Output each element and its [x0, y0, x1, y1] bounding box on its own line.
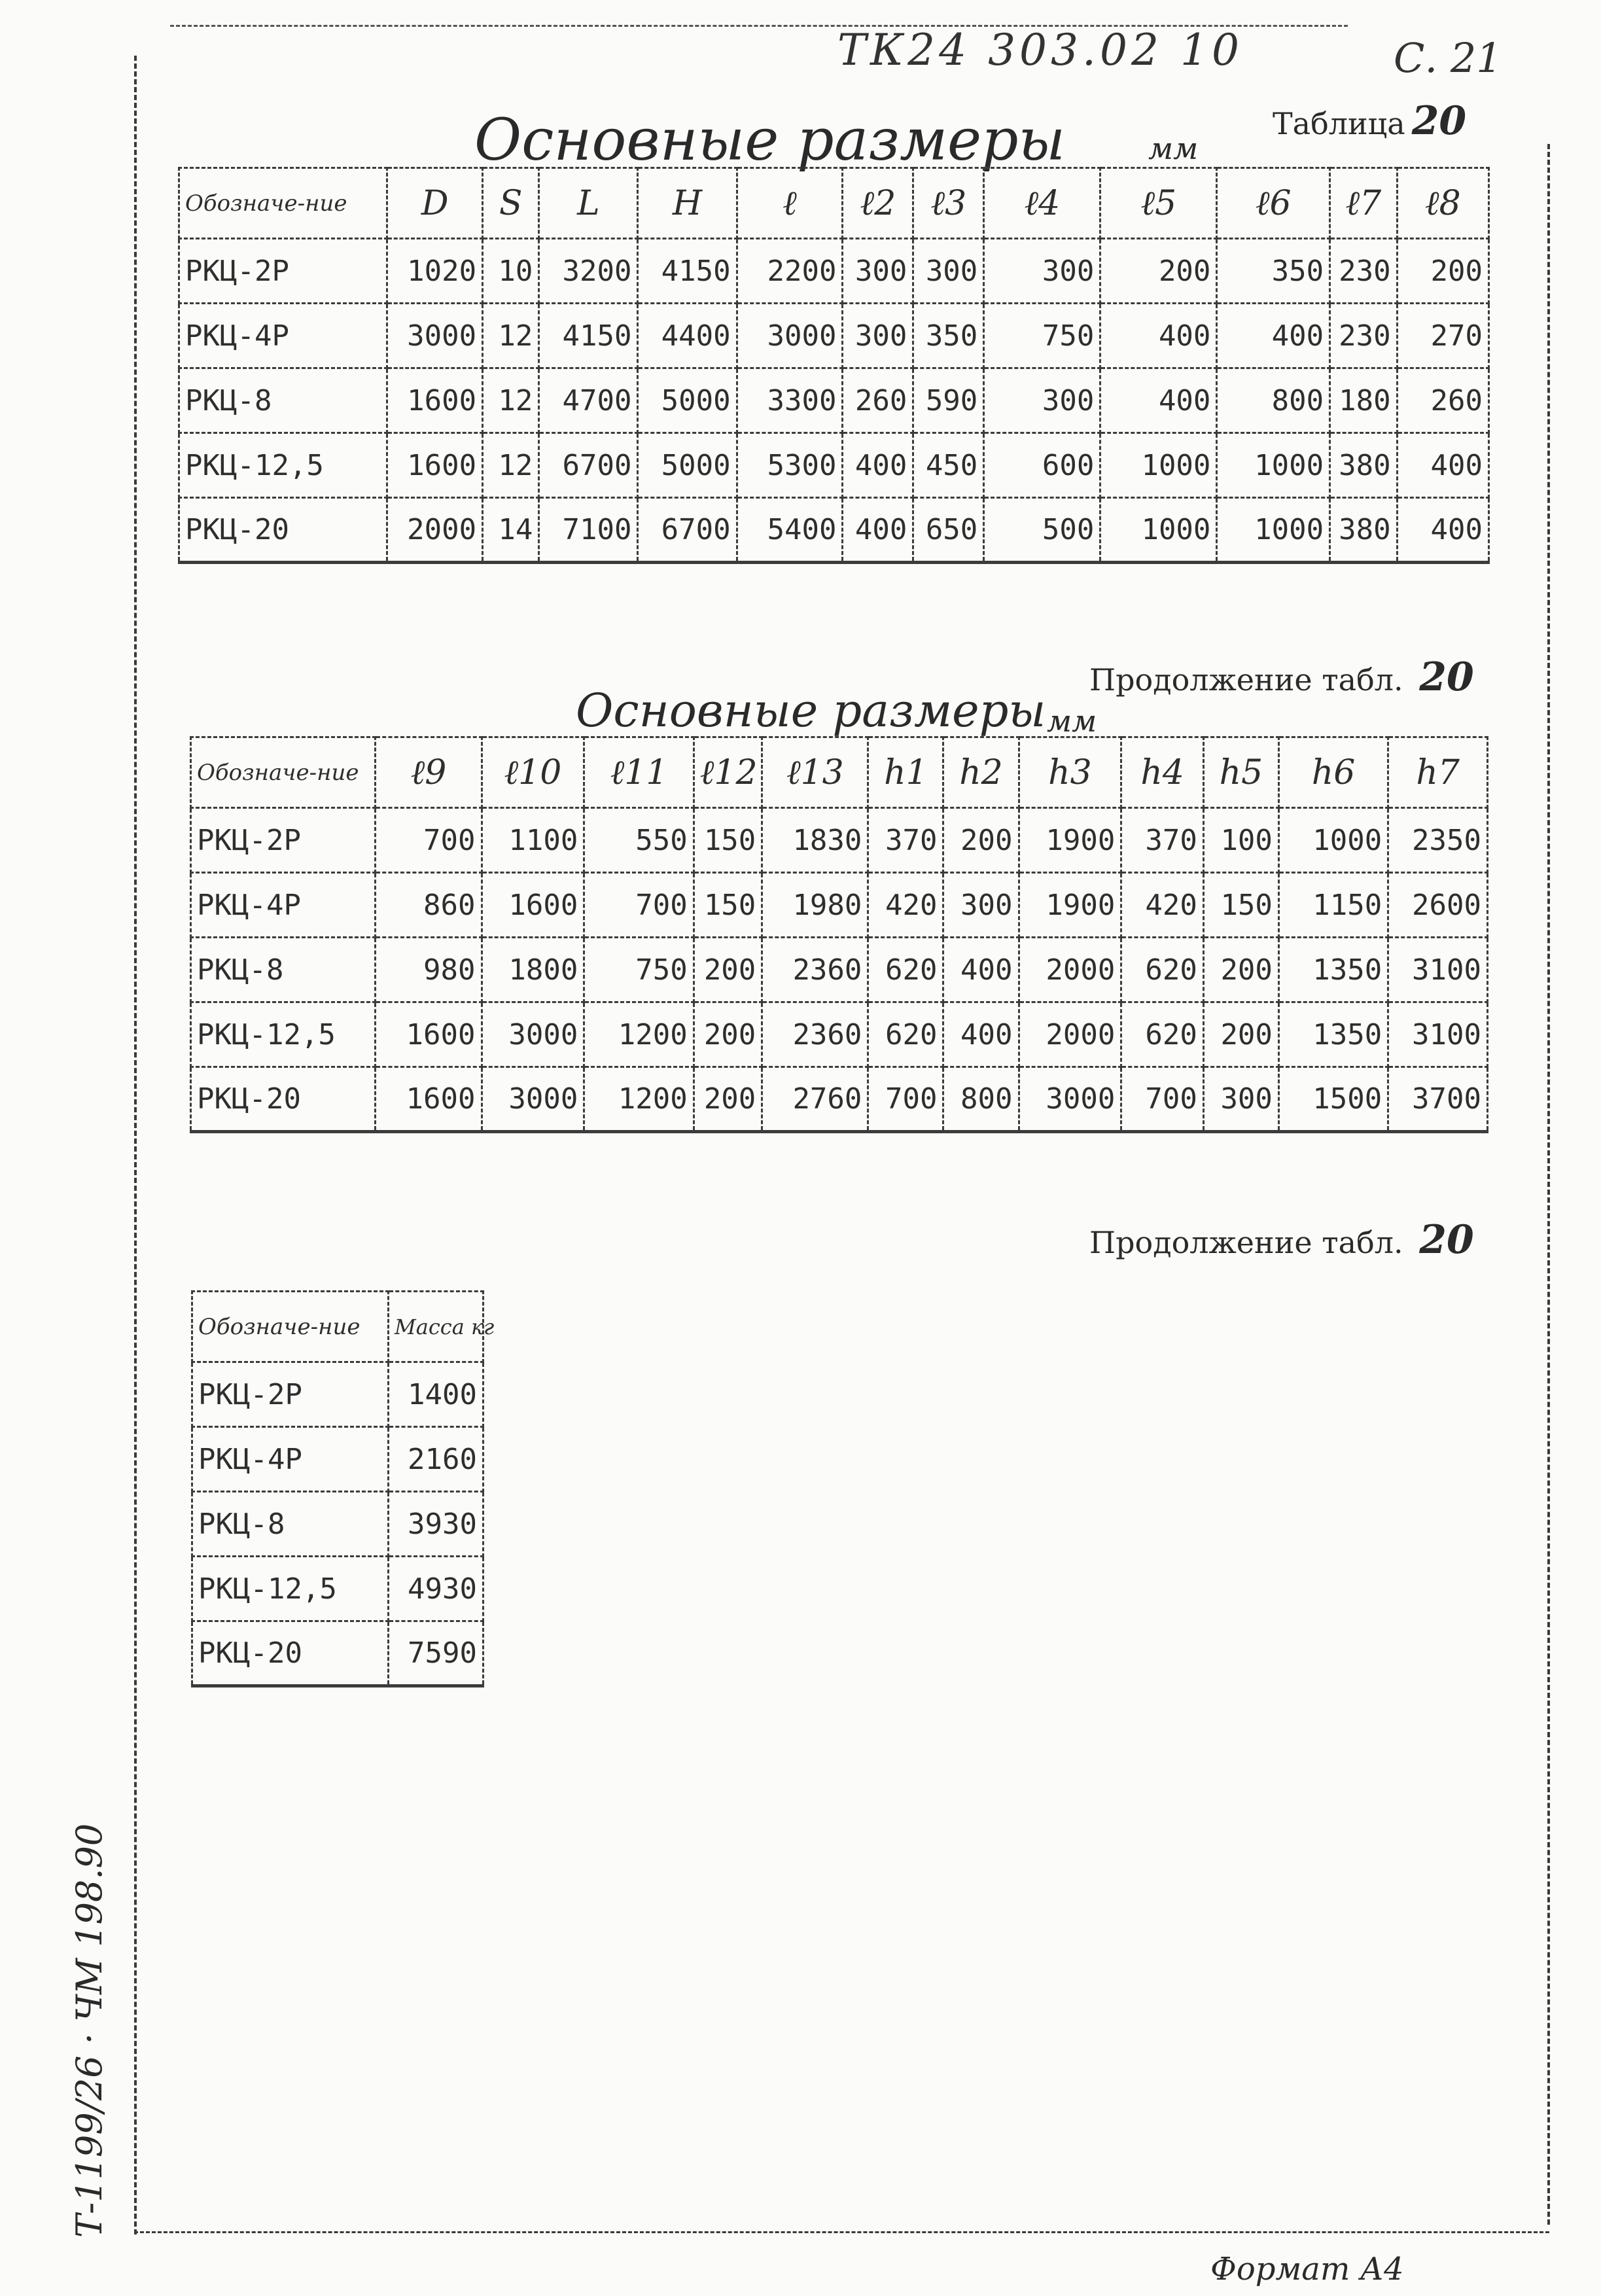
margin-registration-note: Т-1199/26 · ЧМ 198.90 [69, 1823, 110, 2238]
value-cell: 800 [943, 1067, 1019, 1132]
value-cell: 1400 [389, 1362, 484, 1427]
value-cell: 150 [694, 808, 762, 873]
table1-title: Основные размеры [474, 106, 1066, 173]
designation-cell: РКЦ-20 [179, 498, 387, 563]
column-header: h1 [868, 737, 943, 808]
designation-cell: РКЦ-20 [192, 1621, 389, 1686]
value-cell: 400 [843, 498, 913, 563]
column-header: h5 [1203, 737, 1278, 808]
value-cell: 10 [483, 239, 539, 304]
value-cell: 1150 [1278, 873, 1388, 938]
column-header-designation: Обозначе-ние [179, 168, 387, 239]
value-cell: 1500 [1278, 1067, 1388, 1132]
column-header: h4 [1121, 737, 1204, 808]
value-cell: 4150 [638, 239, 737, 304]
value-cell: 180 [1330, 368, 1398, 433]
value-cell: 2160 [389, 1427, 484, 1492]
value-cell: 6700 [539, 433, 638, 498]
table-row [179, 239, 1489, 304]
value-cell: 380 [1330, 433, 1398, 498]
value-cell: 400 [1100, 304, 1217, 368]
value-cell: 400 [1217, 304, 1330, 368]
table-row [192, 1621, 484, 1686]
value-cell: 400 [1397, 498, 1488, 563]
designation-cell: РКЦ-12,5 [191, 1002, 376, 1067]
table-caption-number: 20 [1411, 98, 1467, 144]
table-caption-label: Таблица [1273, 106, 1405, 141]
value-cell: 14 [483, 498, 539, 563]
value-cell: 150 [694, 873, 762, 938]
table3-body [192, 1362, 484, 1686]
value-cell: 300 [984, 239, 1100, 304]
page-number: С. 21 [1394, 34, 1502, 82]
table-caption [1273, 98, 1466, 144]
format-label: Формат А4 [1210, 2251, 1404, 2287]
table1-header-row [179, 168, 1489, 239]
table2-body [191, 808, 1488, 1132]
table-row [192, 1557, 484, 1621]
value-cell: 1600 [482, 873, 584, 938]
value-cell: 1600 [387, 433, 483, 498]
value-cell: 2360 [762, 1002, 868, 1067]
value-cell: 12 [483, 433, 539, 498]
value-cell: 400 [943, 938, 1019, 1002]
table-row [191, 1067, 1488, 1132]
value-cell: 2200 [737, 239, 843, 304]
column-header: L [539, 168, 638, 239]
value-cell: 3000 [737, 304, 843, 368]
value-cell: 3000 [482, 1067, 584, 1132]
frame-left-line [134, 56, 139, 2234]
value-cell: 620 [1121, 938, 1204, 1002]
designation-cell: РКЦ-20 [191, 1067, 376, 1132]
table-row [191, 1002, 1488, 1067]
value-cell: 1000 [1278, 808, 1388, 873]
value-cell: 230 [1330, 304, 1398, 368]
designation-cell: РКЦ-2Р [191, 808, 376, 873]
value-cell: 3100 [1388, 938, 1488, 1002]
value-cell: 7590 [389, 1621, 484, 1686]
frame-right-line [1547, 144, 1553, 2225]
table1-unit: мм [1148, 131, 1199, 166]
value-cell: 5000 [638, 368, 737, 433]
column-header: ℓ3 [913, 168, 984, 239]
value-cell: 1200 [584, 1067, 694, 1132]
value-cell: 450 [913, 433, 984, 498]
value-cell: 2760 [762, 1067, 868, 1132]
value-cell: 400 [943, 1002, 1019, 1067]
value-cell: 700 [376, 808, 482, 873]
value-cell: 100 [1203, 808, 1278, 873]
column-header-designation: Обозначе-ние [192, 1292, 389, 1362]
value-cell: 400 [1397, 433, 1488, 498]
column-header-designation: Обозначе-ние [191, 737, 376, 808]
value-cell: 1900 [1019, 808, 1121, 873]
value-cell: 3930 [389, 1492, 484, 1557]
value-cell: 2000 [387, 498, 483, 563]
value-cell: 200 [943, 808, 1019, 873]
value-cell: 1600 [387, 368, 483, 433]
column-header: ℓ7 [1330, 168, 1398, 239]
table-row [192, 1427, 484, 1492]
value-cell: 4700 [539, 368, 638, 433]
column-header: Масса кг [389, 1292, 484, 1362]
continuation1-caption [1089, 654, 1474, 700]
value-cell: 600 [984, 433, 1100, 498]
value-cell: 3000 [1019, 1067, 1121, 1132]
value-cell: 1350 [1278, 1002, 1388, 1067]
value-cell: 4400 [638, 304, 737, 368]
table-row [192, 1492, 484, 1557]
column-header: ℓ6 [1217, 168, 1330, 239]
value-cell: 300 [984, 368, 1100, 433]
designation-cell: РКЦ-12,5 [192, 1557, 389, 1621]
column-header: ℓ9 [376, 737, 482, 808]
value-cell: 350 [1217, 239, 1330, 304]
value-cell: 620 [868, 938, 943, 1002]
table-row [179, 433, 1489, 498]
table-row [179, 304, 1489, 368]
column-header: ℓ8 [1397, 168, 1488, 239]
value-cell: 270 [1397, 304, 1488, 368]
column-header: H [638, 168, 737, 239]
table2-unit: мм [1047, 703, 1097, 739]
value-cell: 1600 [376, 1002, 482, 1067]
value-cell: 5300 [737, 433, 843, 498]
value-cell: 350 [913, 304, 984, 368]
value-cell: 1830 [762, 808, 868, 873]
value-cell: 420 [1121, 873, 1204, 938]
column-header: ℓ [737, 168, 843, 239]
table3-header-row [192, 1292, 484, 1362]
value-cell: 3000 [482, 1002, 584, 1067]
value-cell: 370 [1121, 808, 1204, 873]
column-header: ℓ12 [694, 737, 762, 808]
value-cell: 1000 [1217, 498, 1330, 563]
column-header: h6 [1278, 737, 1388, 808]
column-header: h7 [1388, 737, 1488, 808]
column-header: ℓ2 [843, 168, 913, 239]
value-cell: 700 [868, 1067, 943, 1132]
value-cell: 700 [1121, 1067, 1204, 1132]
value-cell: 300 [913, 239, 984, 304]
table-row [192, 1362, 484, 1427]
value-cell: 980 [376, 938, 482, 1002]
dimensions-table-1 [178, 167, 1490, 564]
designation-cell: РКЦ-2Р [192, 1362, 389, 1427]
value-cell: 500 [984, 498, 1100, 563]
value-cell: 1100 [482, 808, 584, 873]
value-cell: 860 [376, 873, 482, 938]
value-cell: 150 [1203, 873, 1278, 938]
value-cell: 7100 [539, 498, 638, 563]
value-cell: 300 [843, 304, 913, 368]
value-cell: 6700 [638, 498, 737, 563]
value-cell: 620 [868, 1002, 943, 1067]
value-cell: 5000 [638, 433, 737, 498]
value-cell: 2000 [1019, 1002, 1121, 1067]
continuation1-label: Продолжение табл. [1089, 662, 1403, 698]
value-cell: 12 [483, 304, 539, 368]
value-cell: 2360 [762, 938, 868, 1002]
column-header: D [387, 168, 483, 239]
value-cell: 550 [584, 808, 694, 873]
value-cell: 2000 [1019, 938, 1121, 1002]
value-cell: 650 [913, 498, 984, 563]
value-cell: 200 [1397, 239, 1488, 304]
value-cell: 200 [1203, 1002, 1278, 1067]
continuation2-label: Продолжение табл. [1089, 1225, 1403, 1260]
designation-cell: РКЦ-8 [192, 1492, 389, 1557]
value-cell: 1800 [482, 938, 584, 1002]
designation-cell: РКЦ-8 [191, 938, 376, 1002]
value-cell: 700 [584, 873, 694, 938]
value-cell: 3300 [737, 368, 843, 433]
table-row [191, 808, 1488, 873]
table1-body [179, 239, 1489, 563]
designation-cell: РКЦ-12,5 [179, 433, 387, 498]
value-cell: 1200 [584, 1002, 694, 1067]
mass-table [191, 1290, 495, 1687]
value-cell: 2350 [1388, 808, 1488, 873]
value-cell: 2600 [1388, 873, 1488, 938]
dimensions-table-2 [190, 736, 1488, 1133]
value-cell: 1350 [1278, 938, 1388, 1002]
value-cell: 5400 [737, 498, 843, 563]
table-row [191, 938, 1488, 1002]
continuation2-caption [1089, 1217, 1474, 1263]
value-cell: 1020 [387, 239, 483, 304]
value-cell: 1000 [1217, 433, 1330, 498]
value-cell: 590 [913, 368, 984, 433]
value-cell: 750 [984, 304, 1100, 368]
table2-header-row [191, 737, 1488, 808]
frame-bottom-line [134, 2231, 1549, 2235]
continuation2-number: 20 [1419, 1217, 1474, 1263]
value-cell: 300 [1203, 1067, 1278, 1132]
value-cell: 3000 [387, 304, 483, 368]
value-cell: 380 [1330, 498, 1398, 563]
value-cell: 200 [1100, 239, 1217, 304]
value-cell: 1000 [1100, 498, 1217, 563]
value-cell: 1000 [1100, 433, 1217, 498]
value-cell: 750 [584, 938, 694, 1002]
column-header: h2 [943, 737, 1019, 808]
column-header: ℓ11 [584, 737, 694, 808]
continuation1-number: 20 [1419, 654, 1474, 700]
value-cell: 230 [1330, 239, 1398, 304]
column-header: S [483, 168, 539, 239]
column-header: ℓ10 [482, 737, 584, 808]
value-cell: 620 [1121, 1002, 1204, 1067]
value-cell: 200 [694, 938, 762, 1002]
table-row [179, 368, 1489, 433]
value-cell: 400 [1100, 368, 1217, 433]
table-row [191, 873, 1488, 938]
column-header: ℓ4 [984, 168, 1100, 239]
value-cell: 1980 [762, 873, 868, 938]
value-cell: 12 [483, 368, 539, 433]
value-cell: 260 [843, 368, 913, 433]
designation-cell: РКЦ-4Р [191, 873, 376, 938]
value-cell: 1600 [376, 1067, 482, 1132]
value-cell: 300 [843, 239, 913, 304]
value-cell: 300 [943, 873, 1019, 938]
value-cell: 200 [1203, 938, 1278, 1002]
designation-cell: РКЦ-4Р [192, 1427, 389, 1492]
value-cell: 4930 [389, 1557, 484, 1621]
value-cell: 1900 [1019, 873, 1121, 938]
value-cell: 200 [694, 1002, 762, 1067]
value-cell: 420 [868, 873, 943, 938]
column-header: h3 [1019, 737, 1121, 808]
value-cell: 3100 [1388, 1002, 1488, 1067]
value-cell: 200 [694, 1067, 762, 1132]
value-cell: 800 [1217, 368, 1330, 433]
value-cell: 3200 [539, 239, 638, 304]
designation-cell: РКЦ-4Р [179, 304, 387, 368]
value-cell: 370 [868, 808, 943, 873]
column-header: ℓ13 [762, 737, 868, 808]
value-cell: 4150 [539, 304, 638, 368]
document-code: ТК24 303.02 10 [837, 25, 1243, 75]
column-header: ℓ5 [1100, 168, 1217, 239]
value-cell: 400 [843, 433, 913, 498]
value-cell: 260 [1397, 368, 1488, 433]
designation-cell: РКЦ-2Р [179, 239, 387, 304]
table-row [179, 498, 1489, 563]
value-cell: 3700 [1388, 1067, 1488, 1132]
designation-cell: РКЦ-8 [179, 368, 387, 433]
table2-title: Основные размеры [576, 684, 1046, 737]
